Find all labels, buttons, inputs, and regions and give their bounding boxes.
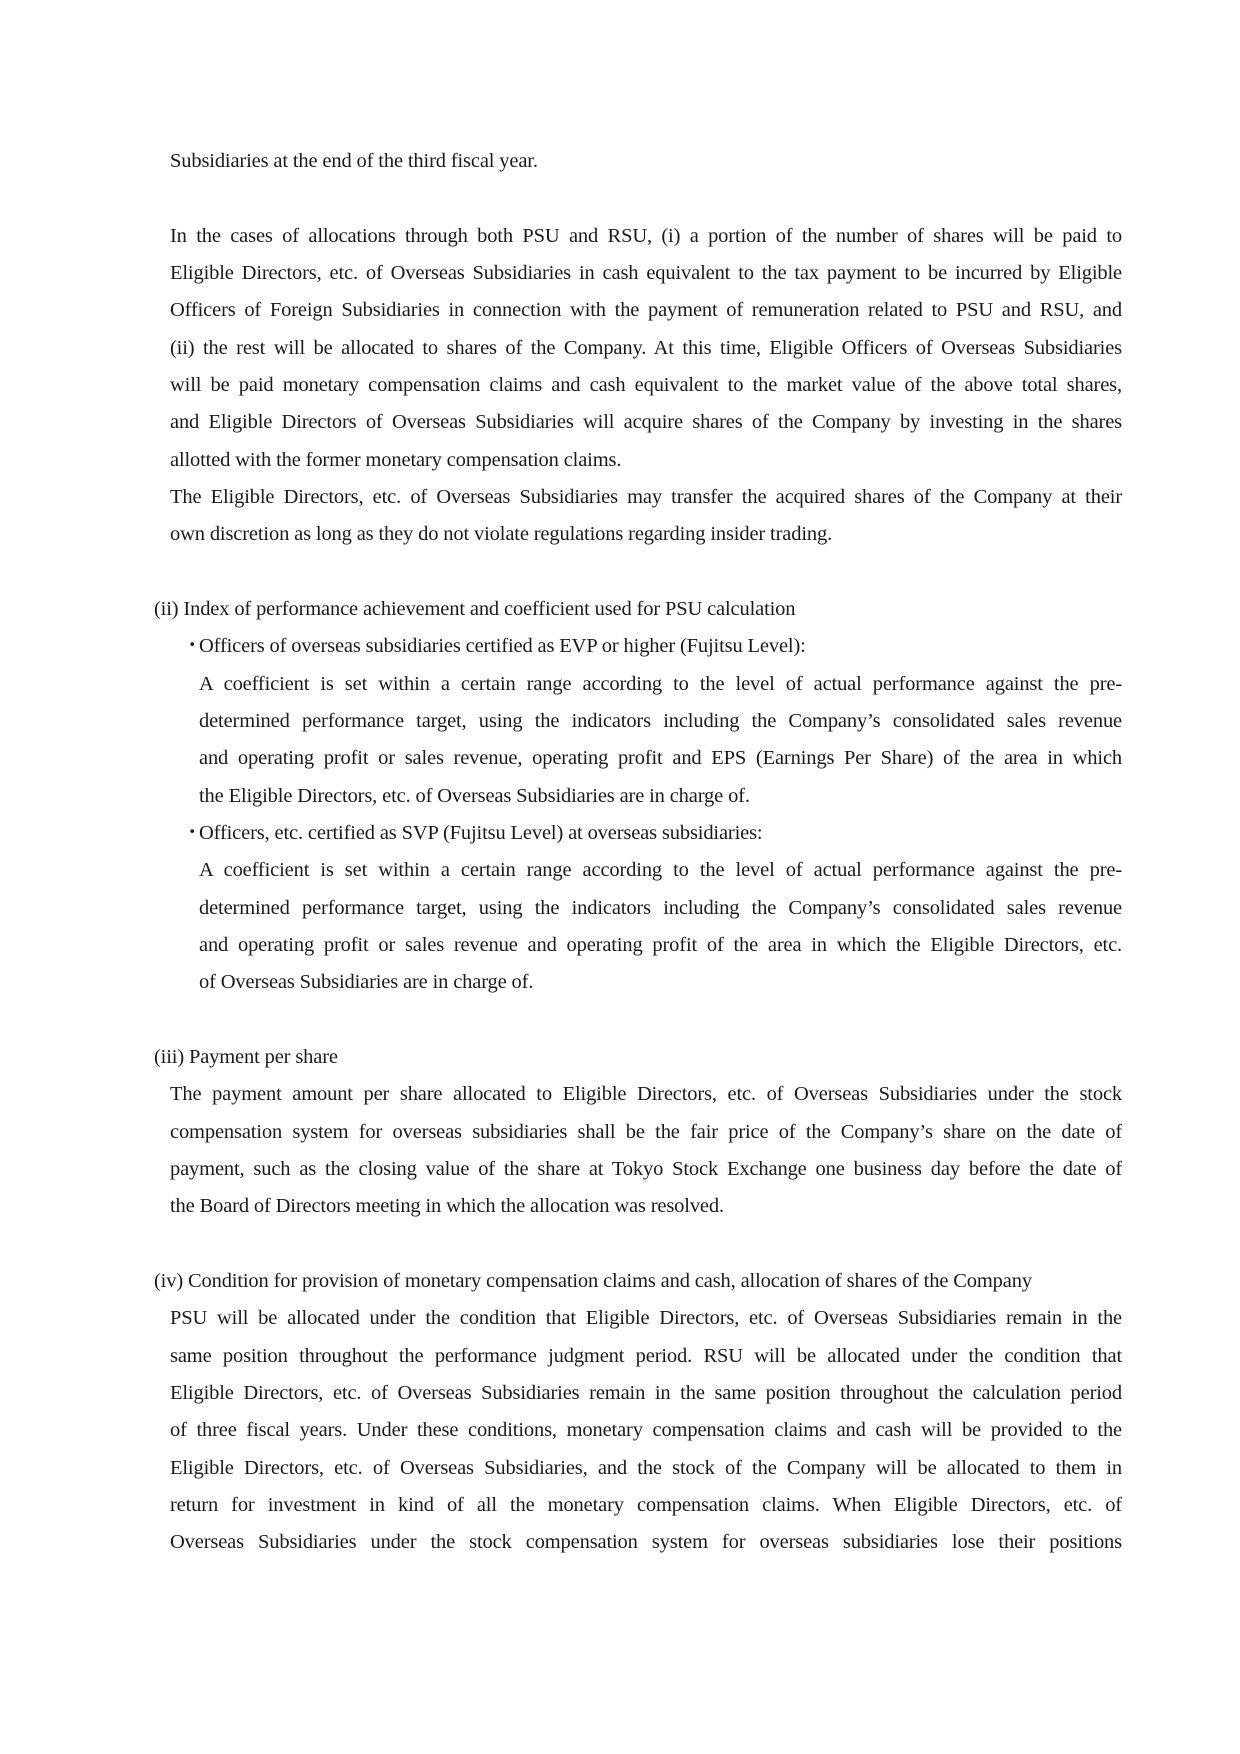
paragraph-line: own discretion as long as they do not violate regulations regarding insider trading. (170, 523, 833, 545)
paragraph-line: The Eligible Directors, etc. of Overseas Subsidiaries may transfer the acquired shares of the Company at their (170, 486, 1122, 508)
paragraph-line: PSU will be allocated under the condition that Eligible Directors, etc. of Overseas Subsidiaries remain in the (170, 1307, 1122, 1329)
paragraph-line: Eligible Directors, etc. of Overseas Subsidiaries remain in the same position throughout the calculation period (170, 1382, 1122, 1404)
bullet-icon: ・ (182, 635, 203, 657)
paragraph-continuation-line: Subsidiaries at the end of the third fiscal year. (170, 150, 538, 172)
paragraph-line: will be paid monetary compensation claims and cash equivalent to the market value of the above total shares, (170, 374, 1122, 396)
paragraph-line: payment, such as the closing value of the share at Tokyo Stock Exchange one business day before the date of (170, 1158, 1122, 1180)
paragraph-line: compensation system for overseas subsidiaries shall be the fair price of the Company’s share on the date of (170, 1121, 1122, 1143)
paragraph-line: Overseas Subsidiaries under the stock compensation system for overseas subsidiaries lose their positions (170, 1531, 1122, 1553)
section-heading-iv: (iv) Condition for provision of monetary compensation claims and cash, allocation of shares of the Company (154, 1270, 1032, 1292)
paragraph-line: same position throughout the performance judgment period. RSU will be allocated under the condition that (170, 1345, 1122, 1367)
paragraph-line: the Board of Directors meeting in which the allocation was resolved. (170, 1195, 724, 1217)
paragraph-line: In the cases of allocations through both PSU and RSU, (i) a portion of the number of shares will be paid to (170, 225, 1122, 247)
paragraph-line: allotted with the former monetary compensation claims. (170, 449, 622, 471)
paragraph-line: of three fiscal years. Under these conditions, monetary compensation claims and cash will be provided to the (170, 1419, 1122, 1441)
paragraph-line: The payment amount per share allocated to Eligible Directors, etc. of Overseas Subsidiaries under the stock (170, 1083, 1122, 1105)
bullet-item-line: the Eligible Directors, etc. of Overseas Subsidiaries are in charge of. (199, 785, 750, 807)
bullet-icon: ・ (182, 822, 203, 844)
section-heading-ii: (ii) Index of performance achievement and coefficient used for PSU calculation (154, 598, 796, 620)
bullet-item-heading: Officers of overseas subsidiaries certified as EVP or higher (Fujitsu Level): (199, 635, 806, 657)
bullet-item-line: and operating profit or sales revenue and operating profit of the area in which the Eligible Directors, etc. (199, 934, 1122, 956)
paragraph-line: Eligible Directors, etc. of Overseas Subsidiaries, and the stock of the Company will be allocated to them in (170, 1457, 1122, 1479)
bullet-item-line: determined performance target, using the indicators including the Company’s consolidated sales revenue (199, 710, 1122, 732)
paragraph-line: Eligible Directors, etc. of Overseas Subsidiaries in cash equivalent to the tax payment to be incurred by Eligible (170, 262, 1122, 284)
bullet-item-line: A coefficient is set within a certain range according to the level of actual performance against the pre- (199, 673, 1122, 695)
section-heading-iii: (iii) Payment per share (154, 1046, 338, 1068)
bullet-item-line: and operating profit or sales revenue, operating profit and EPS (Earnings Per Share) of the area in which (199, 747, 1122, 769)
paragraph-line: and Eligible Directors of Overseas Subsidiaries will acquire shares of the Company by investing in the shares (170, 411, 1122, 433)
bullet-item-heading: Officers, etc. certified as SVP (Fujitsu Level) at overseas subsidiaries: (199, 822, 763, 844)
bullet-item-line: of Overseas Subsidiaries are in charge of. (199, 971, 534, 993)
bullet-item-line: determined performance target, using the indicators including the Company’s consolidated sales revenue (199, 897, 1122, 919)
bullet-item-line: A coefficient is set within a certain range according to the level of actual performance against the pre- (199, 859, 1122, 881)
paragraph-line: Officers of Foreign Subsidiaries in connection with the payment of remuneration related to PSU and RSU, and (170, 299, 1122, 321)
paragraph-line: (ii) the rest will be allocated to shares of the Company. At this time, Eligible Officers of Overseas Subsidiaries (170, 337, 1122, 359)
paragraph-line: return for investment in kind of all the monetary compensation claims. When Eligible Directors, etc. of (170, 1494, 1122, 1516)
